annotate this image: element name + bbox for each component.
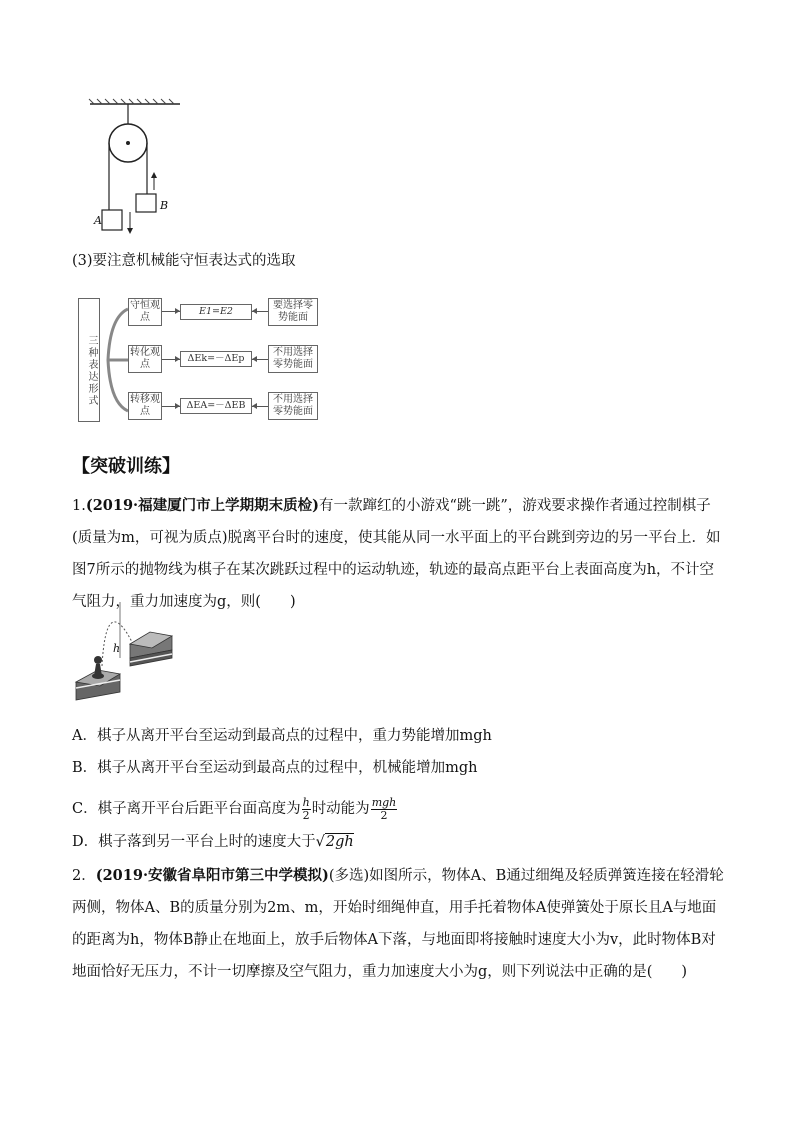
jump-game-figure	[74, 598, 180, 702]
label-b: B	[160, 199, 169, 212]
expression-diagram	[78, 295, 332, 425]
q1-number: 1.	[72, 498, 86, 514]
q2-stem: (多选)如图所示，物体A、B通过细绳及轻质弹簧连接在轻滑轮两侧，物体A、B的质量分别为2m、m，开始时细绳伸直，用手托着物体A使弹簧处于原长且A与地面的距离为h，物体B静止在地面上，放手后物体A下落，与地面即将接触时速度大小为v，此时物体B对地面恰好无压力，不计一切摩擦及空气阻力，重力加速度大小为g，则下列说法中正确的是( )	[72, 868, 724, 980]
q2-number: 2．	[72, 868, 96, 884]
formula-box-2: ΔEk=－ΔEp	[180, 351, 252, 367]
formula-box-3: ΔEA=－ΔEB	[180, 398, 252, 414]
note-box-3: 不用选择零势能面	[268, 392, 318, 420]
view-box-1: 守恒观点	[128, 298, 162, 326]
q1-source: (2019·福建厦门市上学期期末质检)	[85, 497, 319, 514]
q1-option-b: B．棋子从离开平台至运动到最高点的过程中，机械能增加mgh	[72, 760, 478, 776]
h-label: h	[113, 642, 121, 655]
label-a: A	[94, 214, 102, 227]
note-box-1: 要选择零势能面	[268, 298, 318, 326]
q1-stem: 有一款蹿红的小游戏“跳一跳”，游戏要求操作者通过控制棋子(质量为m，可视为质点)脱离平台时的速度，使其能从同一水平面上的平台跳到旁边的另一平台上．如图7所示的抛物线为棋子在某次跳跃过程中的运动轨迹，轨迹的最高点距平台上表面高度为h，不计空气阻力，重力加速度为g，则( )	[72, 498, 721, 610]
question-2	[72, 860, 724, 988]
view-box-3: 转移观点	[128, 392, 162, 420]
q1-option-a: A．棋子从离开平台至运动到最高点的过程中，重力势能增加mgh	[72, 728, 492, 744]
q1-option-c: C．棋子离开平台后距平台面高度为 $\frac{h}{2}$ 时动能为 $\frac{\text{mgh}}{2}$	[72, 795, 397, 822]
pulley-figure	[88, 98, 198, 238]
formula-box-1: E1=E2	[180, 304, 252, 320]
section-title: 【突破训练】	[72, 456, 180, 477]
q2-source: (2019·安徽省阜阳市第三中学模拟)	[95, 867, 329, 884]
note-3: (3)要注意机械能守恒表达式的选取	[72, 253, 296, 269]
side-label: 三种表达形式	[78, 298, 100, 422]
view-box-2: 转化观点	[128, 345, 162, 373]
q1-option-d: D．棋子落到另一平台上时的速度大于√2gh	[72, 834, 354, 850]
note-box-2: 不用选择零势能面	[268, 345, 318, 373]
